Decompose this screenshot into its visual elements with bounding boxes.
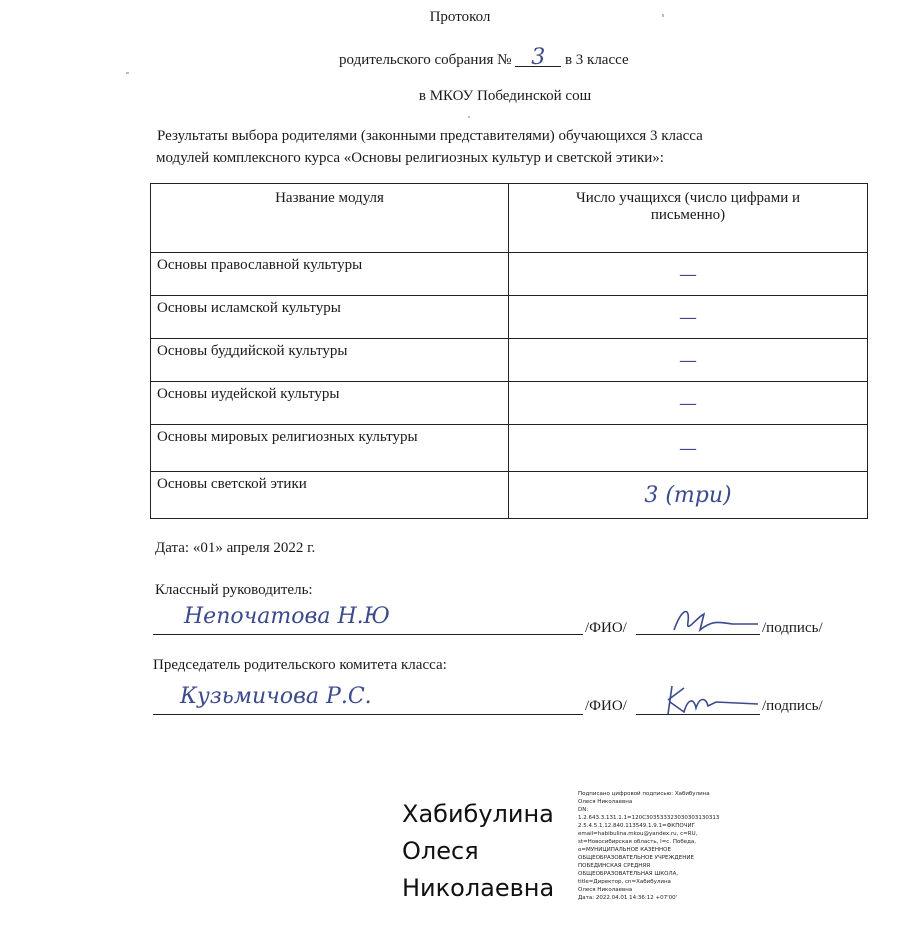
class-teacher-signature-label: /подпись/ (762, 620, 823, 636)
certificate-line: ОБЩЕОБРАЗОВАТЕЛЬНОЕ УЧРЕЖДЕНИЕ (578, 855, 694, 861)
certificate-line: Олеся Николаевна (578, 887, 633, 893)
table-row (151, 425, 868, 472)
certificate-line: Подписано цифровой подписью: Хабибулина (578, 791, 710, 797)
class-teacher-signature-line (636, 634, 760, 635)
column-header-module (151, 184, 509, 253)
module-name: Основы православной культуры (151, 253, 509, 296)
school-name: в МКОУ Побединской сош (418, 88, 592, 104)
meeting-line-prefix: родительского собрания № (339, 52, 512, 68)
meeting-line-suffix: в 3 классе (564, 52, 629, 68)
certificate-line: 2.5.4.5.1.12.840.113549.1.9.1=ФКПОЧИГ (578, 823, 695, 829)
module-count-value: — (679, 437, 697, 459)
committee-chair-name: Кузьмичова Р.С. (180, 684, 372, 709)
module-count (509, 253, 868, 296)
digital-signature-certificate (578, 790, 748, 902)
column-header-count (509, 184, 868, 253)
module-name: Основы иудейской культуры (151, 382, 509, 425)
class-teacher-name: Непочатова Н.Ю (184, 604, 390, 629)
digital-signer-surname: Хабибулина (402, 800, 554, 828)
module-name: Основы исламской культуры (151, 296, 509, 339)
module-name: Основы светской этики (151, 472, 509, 519)
module-count-value: — (679, 392, 697, 414)
digital-signer-patronymic: Николаевна (402, 874, 555, 902)
modules-table (150, 183, 868, 519)
committee-chair-signature-line (636, 714, 760, 715)
module-name: Основы мировых религиозных культуры (151, 425, 509, 472)
certificate-line: DN: (578, 807, 589, 813)
certificate-line: st=Новосибирская область, l=с. Победа, (578, 839, 697, 845)
table-row (151, 296, 868, 339)
column-header-count-line-1: Число учащихся (число цифрами и (575, 190, 800, 206)
certificate-line: ПОБЕДИНСКАЯ СРЕДНЯЯ (578, 863, 651, 869)
digital-signer-name (402, 796, 554, 907)
committee-chair-label: Председатель родительского комитета класса: (153, 657, 447, 673)
module-count (509, 472, 868, 519)
meeting-line (339, 45, 629, 70)
table-row (151, 472, 868, 519)
table-row (151, 382, 868, 425)
meeting-number: 3 (515, 50, 561, 67)
module-count-value: — (679, 263, 697, 285)
scan-speck (468, 116, 470, 118)
digital-signer-first-name: Олеся (402, 837, 479, 865)
module-count (509, 425, 868, 472)
scan-speck (126, 72, 129, 74)
certificate-line: ОБЩЕОБРАЗОВАТЕЛЬНАЯ ШКОЛА, (578, 871, 679, 877)
document-title: Протокол (429, 9, 491, 25)
certificate-line: 1.2.643.3.131.1.1=120C303533323030303130313 (578, 815, 720, 821)
table-row (151, 253, 868, 296)
column-header-count-line-2: письменно) (650, 207, 726, 223)
module-count-value: 3 (три) (644, 482, 732, 508)
committee-chair-fio-label: /ФИО/ (585, 698, 627, 714)
table-row (151, 339, 868, 382)
class-teacher-fio-label: /ФИО/ (585, 620, 627, 636)
class-teacher-name-line (153, 634, 583, 635)
column-header-module-label: Название модуля (275, 190, 384, 206)
module-count-value: — (679, 349, 697, 371)
date-line: Дата: «01» апреля 2022 г. (155, 540, 316, 556)
certificate-line: Олеся Николаевна (578, 799, 633, 805)
committee-chair-name-line (153, 714, 583, 715)
intro-line-2: модулей комплексного курса «Основы религиозных культур и светской этики»: (156, 150, 664, 166)
certificate-line: email=habibulina.mkou@yandex.ru, c=RU, (578, 831, 698, 837)
class-teacher-label: Классный руководитель: (155, 582, 313, 598)
committee-chair-signature-label: /подпись/ (762, 698, 823, 714)
table-header-row (151, 184, 868, 253)
certificate-line: o=МУНИЦИПАЛЬНОЕ КАЗЕННОЕ (578, 847, 671, 853)
module-count (509, 382, 868, 425)
module-count-value: — (679, 306, 697, 328)
module-count (509, 296, 868, 339)
certificate-line: Дата: 2022.04.01 14:36:12 +07'00' (578, 895, 678, 901)
module-name: Основы буддийской культуры (151, 339, 509, 382)
module-count (509, 339, 868, 382)
intro-line-1: Результаты выбора родителями (законными представителями) обучающихся 3 класса (157, 128, 703, 144)
certificate-line: title=Директор, cn=Хабибулина (578, 879, 671, 885)
scan-speck (662, 14, 664, 17)
